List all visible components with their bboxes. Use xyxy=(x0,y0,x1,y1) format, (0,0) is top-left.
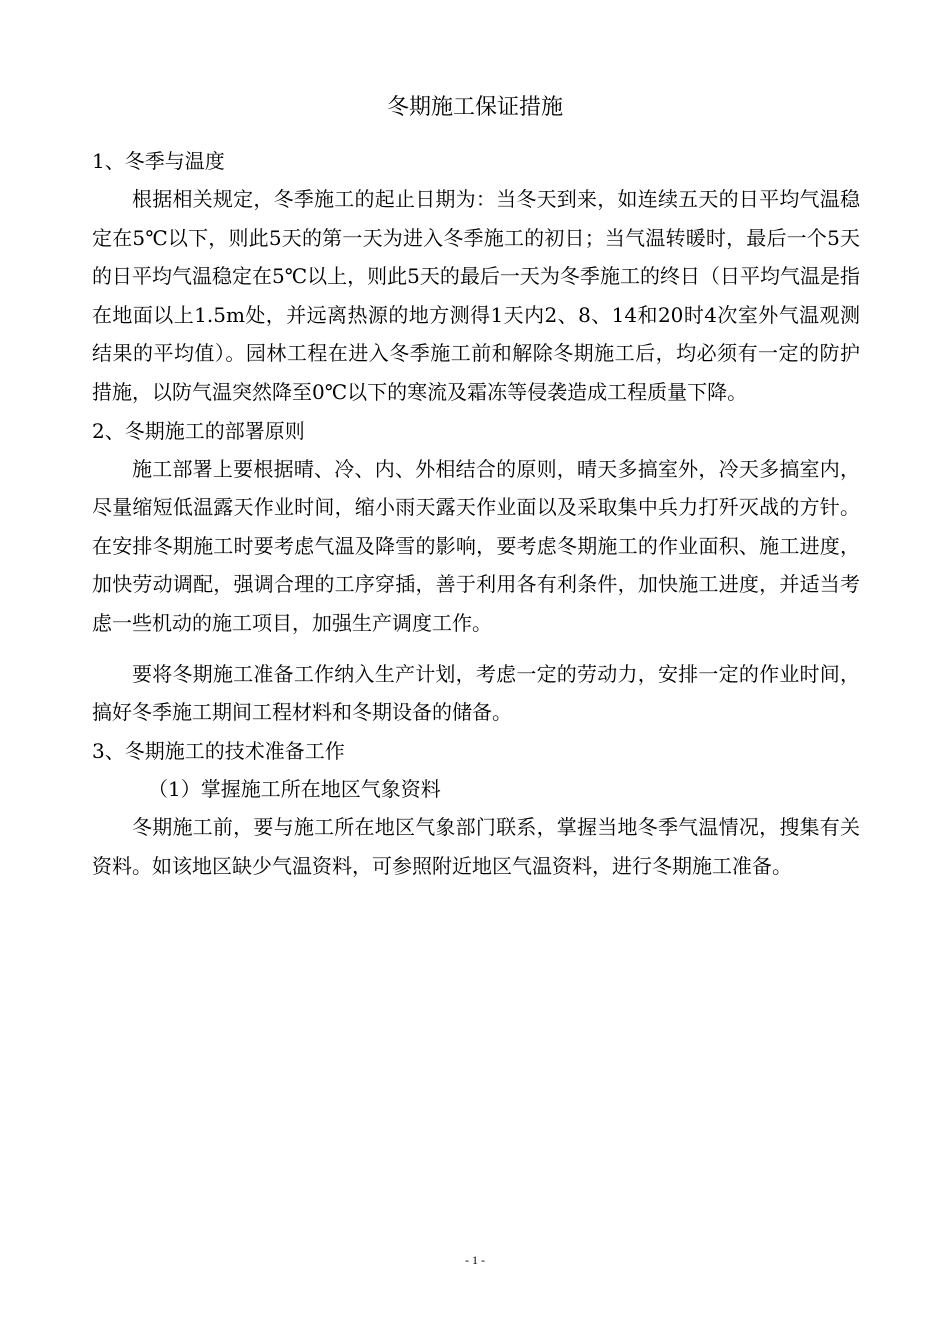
document-body xyxy=(92,142,860,886)
section-heading-3: 3、冬期施工的技术准备工作 xyxy=(92,738,345,763)
section-heading-2: 2、冬期施工的部署原则 xyxy=(92,418,305,443)
section-3-paragraph-1: 冬期施工前，要与施工所在地区气象部门联系，掌握当地冬季气温情况，搜集有关资料。如该地区缺少气温资料，可参照附近地区气温资料，进行冬期施工准备。 xyxy=(92,815,860,878)
section-3-subheading: （1）掌握施工所在地区气象资料 xyxy=(148,776,441,801)
section-1-paragraph-1: 根据相关规定，冬季施工的起止日期为：当冬天到来，如连续五天的日平均气温稳定在5℃以下，则此5天的第一天为进入冬季施工的初日；当气温转暖时，最后一个5天的日平均气温稳定在5℃以上，则此5天的最后一天为冬季施工的终日（日平均气温是指在地面以上1.5m处，并远离热源的地方测得1天内2、8、14和20时4次室外气温观测结果的平均值）。园林工程在进入冬季施工前和解除冬期施工后，均必须有一定的防护措施，以防气温突然降至0℃以下的寒流及霜冻等侵袭造成工程质量下降。 xyxy=(92,187,860,404)
document-title: 冬期施工保证措施 xyxy=(386,95,563,120)
section-2-paragraph-1: 施工部署上要根据晴、冷、内、外相结合的原则，晴天多搞室外，冷天多搞室内，尽量缩短低温露天作业时间，缩小雨天露天作业面以及采取集中兵力打歼灭战的方针。在安排冬期施工时要考虑气温及降雪的影响，要考虑冬期施工的作业面积、施工进度，加快劳动调配，强调合理的工序穿插，善于利用各有利条件，加快施工进度，并适当考虑一些机动的施工项目，加强生产调度工作。 xyxy=(92,456,860,635)
page-number: - 1 - xyxy=(465,1253,485,1267)
section-2-paragraph-2: 要将冬期施工准备工作纳入生产计划，考虑一定的劳动力，安排一定的作业时间，搞好冬季施工期间工程材料和冬期设备的储备。 xyxy=(92,661,860,725)
section-heading-1: 1、冬季与温度 xyxy=(92,149,225,173)
paragraph-gap xyxy=(92,643,860,655)
